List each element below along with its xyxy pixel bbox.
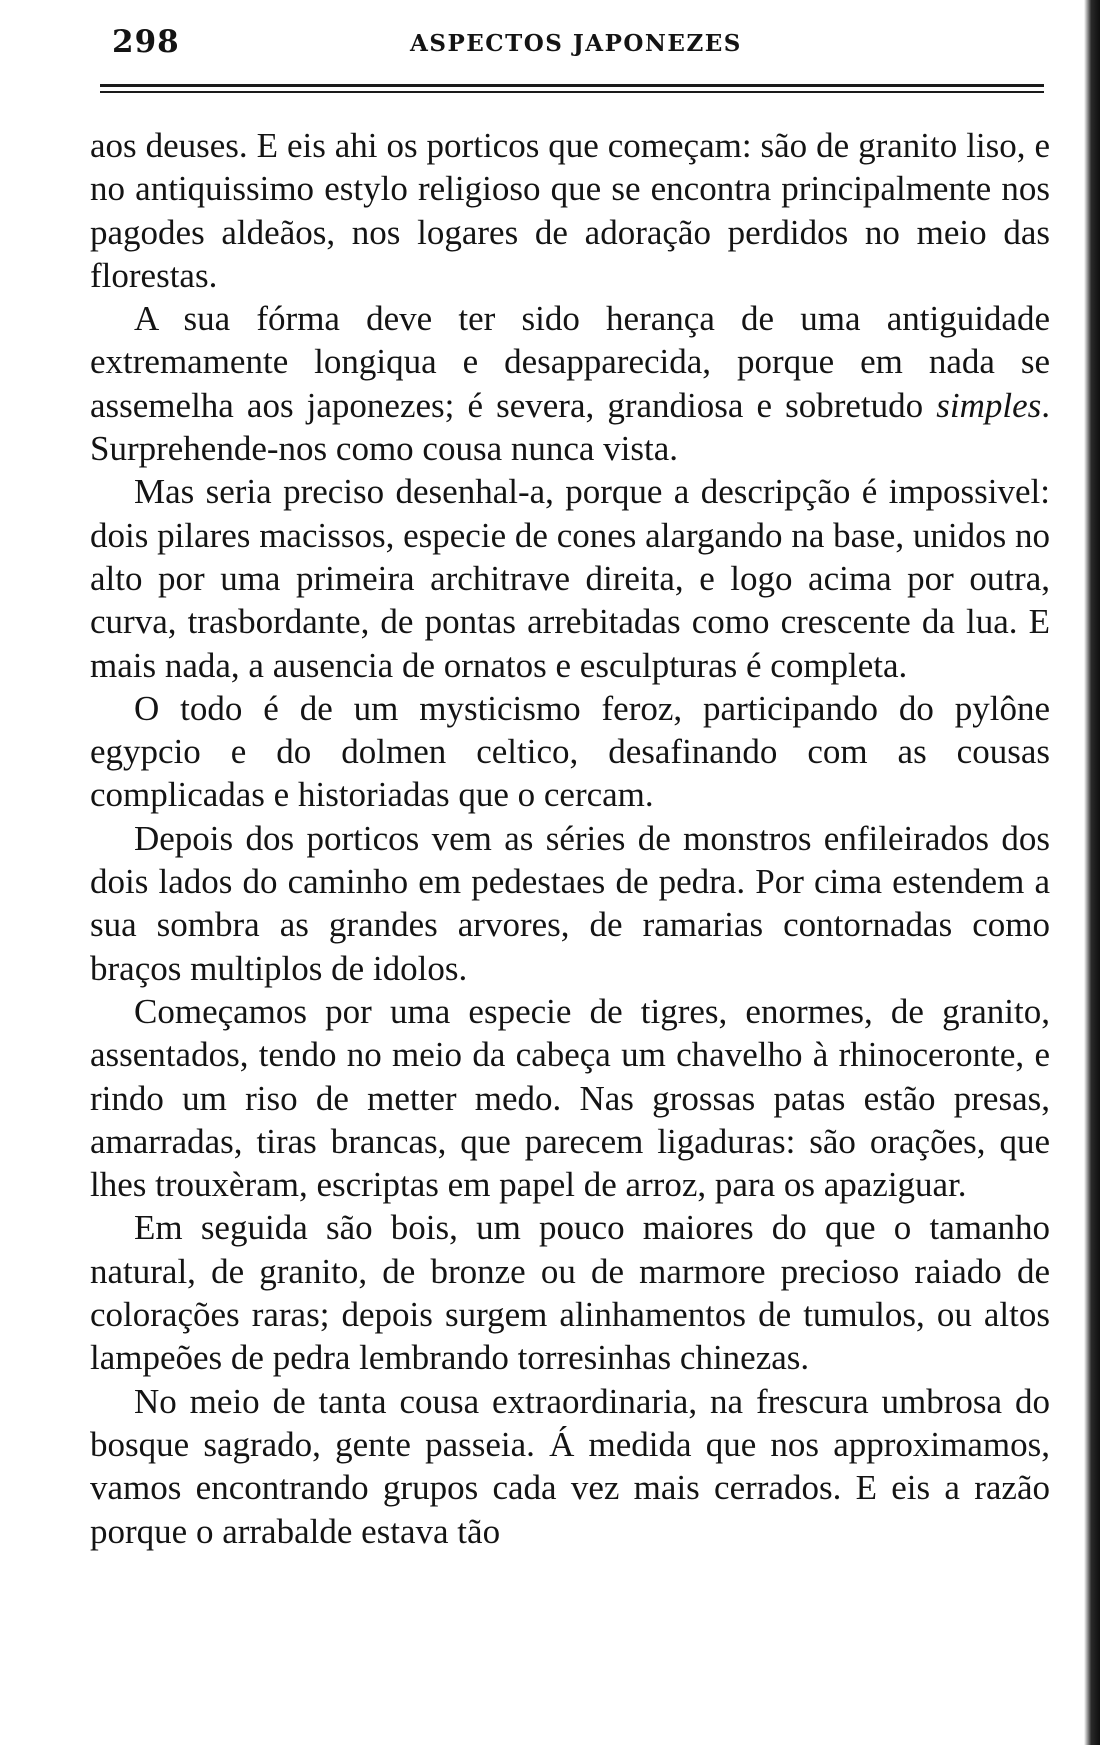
paragraph-text: . Surprehende-nos como cousa nunca vista. — [90, 385, 1050, 469]
paragraph: Mas seria preciso desenhal-a, porque a descripção é impossivel: dois pilares macissos, especie de cones alargando na base, unidos no alto por uma primeira architrave direita, e logo acima por outra, curva, trasbordante, de pontas arrebitadas como crescente da lua. E mais nada, a ausencia de ornatos e esculpturas é completa. — [90, 472, 1050, 685]
paragraph: No meio de tanta cousa extraordinaria, na frescura umbrosa do bosque sagrado, gente passeia. Á medida que nos approximamos, vamos encontrando grupos cada vez mais cerrados. E eis a razão porque o arrabalde estava tão — [90, 1381, 1050, 1551]
body-text — [90, 124, 1050, 1553]
running-head — [112, 22, 1047, 70]
paragraph: Em seguida são bois, um pouco maiores do que o tamanho natural, de granito, de bronze ou de marmore precioso raiado de colorações raras; depois surgem alinhamentos de tumulos, ou altos lampeões de pedra lembrando torresinhas chinezas. — [90, 1208, 1050, 1378]
paragraph: Depois dos porticos vem as séries de monstros enfileirados dos dois lados do caminho em pedestaes de pedra. Por cima estendem a sua sombra as grandes arvores, de ramarias contornadas como braços multiplos de idolos. — [90, 818, 1050, 988]
paragraph-text: A sua fórma deve ter sido herança de uma antiguidade extremamente longiqua e desapparecida, porque em nada se assemelha aos japonezes; é severa, grandiosa e sobretudo — [90, 299, 1050, 425]
paragraph — [90, 297, 1050, 470]
scan-edge-shadow — [1084, 0, 1100, 1745]
paragraph-continued: aos deuses. E eis ahi os porticos que começam: são de granito liso, e no antiquissimo estylo religioso que se encontra principalmente nos pagodes aldeãos, nos logares de adoração perdidos no meio das florestas. — [90, 126, 1050, 295]
paragraph: Começamos por uma especie de tigres, enormes, de granito, assentados, tendo no meio da cabeça um chavelho à rhinoceronte, e rindo um riso de metter medo. Nas grossas patas estão presas, amarradas, tiras brancas, que parecem ligaduras: são orações, que lhes trouxèram, escriptas em papel de arroz, para os apaziguar. — [90, 991, 1050, 1205]
header-double-rule — [100, 84, 1044, 93]
page-number: 298 — [112, 24, 180, 60]
paragraph: O todo é de um mysticismo feroz, participando do pylône egypcio e do dolmen celtico, desafinando com as cousas complicadas e historiadas que o cercam. — [90, 688, 1050, 815]
emphasis-word: simples — [936, 385, 1042, 425]
running-title: ASPECTOS JAPONEZES — [410, 30, 742, 57]
